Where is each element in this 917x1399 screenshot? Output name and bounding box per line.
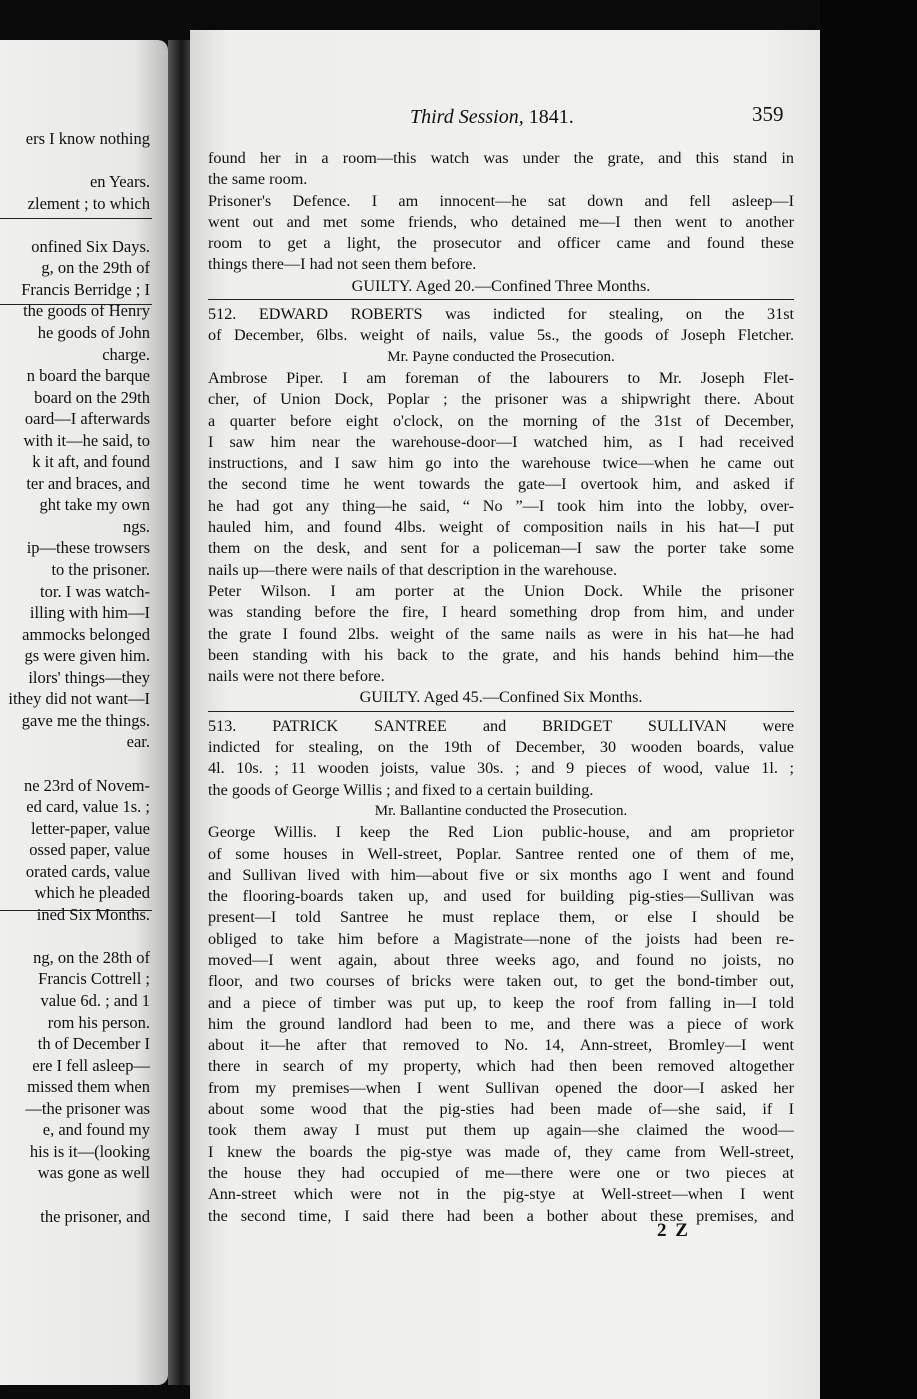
left-page-line: ed card, value 1s. ; <box>26 797 150 817</box>
page-edge-shadow <box>820 0 917 1399</box>
left-page-line: rom his person. <box>47 1012 150 1032</box>
section-divider <box>208 299 794 300</box>
text-line: obliged to take him before a Magistrate—none of the joists had been re- <box>208 929 794 948</box>
text-line: nails were not there before. <box>208 667 385 686</box>
text-line: about some wood that the pig-sties had been made of—she said, if I <box>208 1100 794 1119</box>
text-line: the grate I found 2lbs. weight of the same nails as were in his hat—he had <box>208 624 794 643</box>
left-page-line: gave me the things. <box>21 710 150 730</box>
left-page-line: k it aft, and found <box>32 452 150 472</box>
left-page-line: charge. <box>102 344 150 364</box>
text-line: nails up—there were nails of that description in the warehouse. <box>208 560 618 579</box>
text-line: been standing with his back to the grate, and his hands behind him—the <box>208 645 794 664</box>
left-page-line: ilors' things—they <box>28 667 150 687</box>
text-line: 513. PATRICK SANTREE and BRIDGET SULLIVAN were <box>208 716 794 735</box>
text-line: about it—he after that removed to No. 14, Ann-street, Bromley—I went <box>208 1036 794 1055</box>
text-line: things there—I had not seen them before. <box>208 255 477 274</box>
left-page-line: g, on the 29th of <box>41 258 150 278</box>
text-line: and Sullivan lived with him—about five or six months ago I went and found <box>208 865 794 884</box>
text-line: there in search of my property, which had then been removed altogether <box>208 1057 794 1076</box>
left-page-line: the goods of Henry <box>23 301 150 321</box>
verdict-line: GUILTY. Aged 20.—Confined Three Months. <box>351 276 651 295</box>
text-line: hauled him, and found 4lbs. weight of composition nails in his hat—I put <box>208 518 794 537</box>
text-line: Ann-street which were not in the pig-stye at Well-street—when I went <box>208 1185 794 1204</box>
left-page-line: th of December I <box>37 1034 150 1054</box>
text-line: of December, 6lbs. weight of nails, value 5s., the goods of Joseph Fletcher. <box>208 326 794 345</box>
header-year: 1841. <box>528 106 574 128</box>
left-page-line: ng, on the 28th of <box>33 947 150 967</box>
text-line: from my premises—when I went Sullivan opened the door—I asked her <box>208 1078 794 1097</box>
header-session: Third Session, <box>410 106 524 128</box>
left-page-line: ip—these trowsers <box>26 538 150 558</box>
text-line: floor, and two courses of bricks were taken out, to get the bond-timber out, <box>208 972 794 991</box>
left-page-line: —the prisoner was <box>25 1098 150 1118</box>
right-page <box>190 30 820 1399</box>
text-line: Peter Wilson. I am porter at the Union Dock. While the prisoner <box>208 581 794 600</box>
left-page-line: ers I know nothing <box>25 129 150 148</box>
text-line: went out and met some friends, who detained me—I then went to another <box>208 212 794 231</box>
left-page-line: en Years. <box>89 172 150 192</box>
text-line: instructions, and I saw him go into the warehouse twice—when he came out <box>208 454 794 473</box>
left-page-line: which he pleaded <box>34 883 150 903</box>
text-line: a quarter before eight o'clock, on the morning of the 31st of December, <box>208 411 794 430</box>
left-page-line: his is it—(looking <box>29 1141 150 1161</box>
left-page-line: Francis Cottrell ; <box>38 969 150 989</box>
left-page-line: orated cards, value <box>25 861 150 881</box>
left-page-line: ear. <box>126 732 150 752</box>
text-line: of some houses in Well-street, Poplar. Santree rented one of them of me, <box>208 844 794 863</box>
running-header <box>410 106 574 129</box>
left-page-line: onfined Six Days. <box>31 236 150 256</box>
text-line: indicted for stealing, on the 19th of December, 30 wooden boards, value <box>208 738 794 757</box>
text-line: I saw him near the warehouse-door—I watched him, as I had received <box>208 432 794 451</box>
left-page-rule <box>0 218 152 219</box>
text-line: I knew the boards the pig-stye was made of, they came from Well-street, <box>208 1142 794 1161</box>
left-page-line: board on the 29th <box>34 387 150 407</box>
left-page-line: value 6d. ; and 1 <box>40 991 150 1010</box>
text-line: room to get a light, the prosecutor and officer came and found these <box>208 234 794 253</box>
left-page-rule <box>0 910 152 911</box>
left-page-line: gs were given him. <box>24 646 150 666</box>
signature-mark: 2 Z <box>657 1220 690 1241</box>
left-page-line: the prisoner, and <box>40 1206 150 1226</box>
left-page-line: ossed paper, value <box>29 840 150 860</box>
verdict-line: GUILTY. Aged 45.—Confined Six Months. <box>359 688 643 707</box>
left-page-line: ined Six Months. <box>36 904 150 924</box>
left-page-line: zlement ; to which <box>27 193 150 213</box>
text-line: them on the desk, and sent for a policeman—I saw the porter take some <box>208 539 794 558</box>
text-line: he had got any thing—he said, “ No ”—I took him into the lobby, over- <box>208 496 794 515</box>
book-gutter <box>168 40 190 1385</box>
left-page-line: ter and braces, and <box>26 473 150 493</box>
text-line: the goods of George Willis ; and fixed to a certain building. <box>208 780 594 799</box>
text-line: the second time he went towards the gate—I overtook him, and asked if <box>208 475 794 494</box>
left-page-line: n board the barque <box>26 366 150 386</box>
left-page-line: missed them when <box>27 1077 150 1097</box>
text-line: the second time, I said there had been a bother about these premises, and <box>208 1206 794 1225</box>
left-page-line: ngs. <box>122 516 150 536</box>
text-line: and a piece of timber was put up, to keep the roof from falling in—I told <box>208 993 794 1012</box>
left-page-line: was gone as well <box>37 1163 150 1183</box>
text-line: present—I told Santree he must replace them, or else I should be <box>208 908 794 927</box>
left-page-line: ght take my own <box>39 495 150 515</box>
left-page-line: with it—he said, to <box>23 430 150 450</box>
counsel-line: Mr. Payne conducted the Prosecution. <box>387 348 615 365</box>
left-page-line: oard—I afterwards <box>24 409 150 429</box>
left-page-line: Francis Berridge ; I <box>21 279 150 299</box>
left-page-line: illing with him—I <box>29 603 150 623</box>
text-line: the flooring-boards taken up, and used for building pig-sties—Sullivan was <box>208 887 794 906</box>
text-line: found her in a room—this watch was under the grate, and this stand in <box>208 149 794 167</box>
text-line: took them away I must put them up again—she claimed the wood— <box>208 1121 794 1140</box>
left-page-line: letter-paper, value <box>30 818 150 838</box>
left-page-line: e, and found my <box>42 1120 150 1140</box>
left-page-line: to the prisoner. <box>51 560 150 579</box>
text-line: him the ground landlord had been to me, and there was a piece of work <box>208 1014 794 1033</box>
left-page-line: tor. I was watch- <box>40 581 150 601</box>
left-page-line: ne 23rd of Novem- <box>23 775 150 795</box>
text-line: cher, of Union Dock, Poplar ; the prisoner was a shipwright there. About <box>208 390 794 409</box>
text-line: was standing before the fire, I heard something drop from him, and under <box>208 603 794 622</box>
section-divider <box>208 711 794 712</box>
text-line: George Willis. I keep the Red Lion public-house, and am proprietor <box>208 823 794 842</box>
text-line: the same room. <box>208 170 308 189</box>
text-line: the house they had occupied of me—there were one or two pieces at <box>208 1163 794 1182</box>
page-number: 359 <box>752 102 784 126</box>
left-page-line: ammocks belonged <box>22 624 150 644</box>
text-line: 4l. 10s. ; 11 wooden joists, value 30s. ; and 9 pieces of wood, value 1l. ; <box>208 759 794 778</box>
left-page-line: ere I fell asleep— <box>32 1055 150 1075</box>
left-page-line: he goods of John <box>37 322 150 342</box>
text-line: moved—I went again, about three weeks ago, and found no joists, no <box>208 950 794 969</box>
left-page-line: ithey did not want—I <box>8 689 150 709</box>
text-line: Ambrose Piper. I am foreman of the labourers to Mr. Joseph Flet- <box>208 368 794 387</box>
counsel-line: Mr. Ballantine conducted the Prosecution. <box>374 802 628 819</box>
text-line: Prisoner's Defence. I am innocent—he sat down and fell asleep—I <box>208 191 794 210</box>
text-line: 512. EDWARD ROBERTS was indicted for stealing, on the 31st <box>208 305 794 324</box>
left-page-rule <box>0 304 152 305</box>
text-column <box>208 148 794 1227</box>
left-page <box>0 40 168 1385</box>
